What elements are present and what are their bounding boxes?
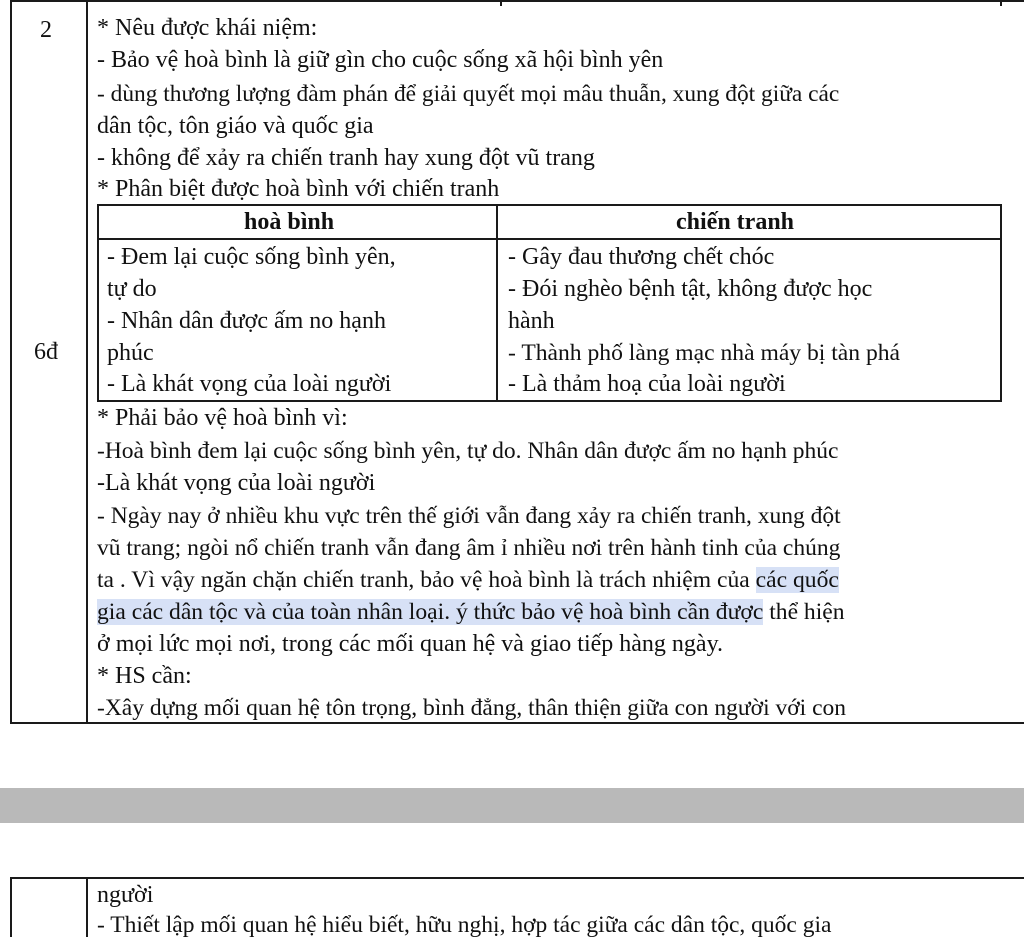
table-column-divider (86, 877, 88, 937)
answer-line-highlighted-2[interactable] (97, 596, 845, 628)
answer-line: - dùng thương lượng đàm phán để giải quyết mọi mâu thuẫn, xung đột giữa các (97, 81, 840, 107)
answer-line: * Phân biệt được hoà bình với chiến tranh (97, 176, 500, 202)
answer-line: - Thiết lập mối quan hệ hiểu biết, hữu nghị, hợp tác giữa các dân tộc, quốc gia (97, 912, 832, 938)
plain-text: ta . Vì vậy ngăn chặn chiến tranh, bảo vệ hoà bình là trách nhiệm của (97, 567, 756, 593)
war-cell-line: - Gây đau thương chết chóc (508, 244, 775, 270)
answer-line: -Là khát vọng của loài người (97, 470, 376, 496)
answer-line: ở mọi lức mọi nơi, trong các mối quan hệ và giao tiếp hàng ngày. (97, 631, 724, 657)
table-top-border (10, 877, 1024, 879)
answer-line: người (97, 882, 154, 908)
table-left-border (10, 0, 12, 724)
question-number: 2 (40, 17, 52, 43)
table-top-border (10, 0, 1024, 2)
page-separator (0, 788, 1024, 823)
war-cell-line: hành (508, 308, 555, 334)
war-cell-line: - Thành phố làng mạc nhà máy bị tàn phá (508, 340, 901, 366)
highlighted-selection[interactable]: gia các dân tộc và của toàn nhân loại. ý thức bảo vệ hoà bình cần được (97, 599, 764, 625)
war-cell-line: - Đói nghèo bệnh tật, không được học (508, 276, 873, 302)
table-top-tick-left (500, 0, 502, 6)
peace-cell-line: tự do (107, 276, 157, 302)
compare-table-left (97, 204, 99, 402)
compare-table-top (97, 204, 1002, 206)
compare-table-header-divider (97, 238, 1002, 240)
peace-cell-line: - Là khát vọng của loài người (107, 371, 392, 397)
table-top-tick-right (1000, 0, 1002, 6)
answer-line: * Phải bảo vệ hoà bình vì: (97, 405, 348, 431)
question-points: 6đ (34, 339, 58, 365)
answer-line: * HS cần: (97, 663, 192, 689)
answer-line: - Bảo vệ hoà bình là giữ gìn cho cuộc sống xã hội bình yên (97, 47, 664, 73)
peace-cell-line: - Nhân dân được ấm no hạnh (107, 308, 386, 334)
compare-header-war: chiến tranh (676, 209, 795, 235)
compare-table-middle (496, 204, 498, 402)
compare-header-peace: hoà bình (244, 209, 335, 235)
answer-line-highlighted-1[interactable] (97, 564, 839, 596)
plain-text: thể hiện (763, 599, 845, 625)
answer-line: dân tộc, tôn giáo và quốc gia (97, 113, 374, 139)
answer-line: - không để xảy ra chiến tranh hay xung đột vũ trang (97, 145, 595, 171)
answer-line: -Hoà bình đem lại cuộc sống bình yên, tự do. Nhân dân được ấm no hạnh phúc (97, 438, 839, 464)
war-cell-line: - Là thảm hoạ của loài người (508, 371, 786, 397)
answer-line: - Ngày nay ở nhiều khu vực trên thế giới vẫn đang xảy ra chiến tranh, xung đột (97, 503, 841, 529)
page-gap (0, 725, 1024, 788)
table-column-divider (86, 0, 88, 724)
compare-table-right (1000, 204, 1002, 402)
document-page-2 (0, 823, 1024, 938)
highlighted-selection[interactable]: các quốc (755, 567, 839, 593)
table-left-border (10, 877, 12, 937)
answer-line: -Xây dựng mối quan hệ tôn trọng, bình đẳng, thân thiện giữa con người với con (97, 695, 847, 721)
peace-cell-line: phúc (107, 340, 154, 366)
answer-line: vũ trang; ngòi nổ chiến tranh vẫn đang âm ỉ nhiều nơi trên hành tinh của chúng (97, 535, 841, 561)
answer-line: * Nêu được khái niệm: (97, 15, 318, 41)
peace-cell-line: - Đem lại cuộc sống bình yên, (107, 244, 396, 270)
